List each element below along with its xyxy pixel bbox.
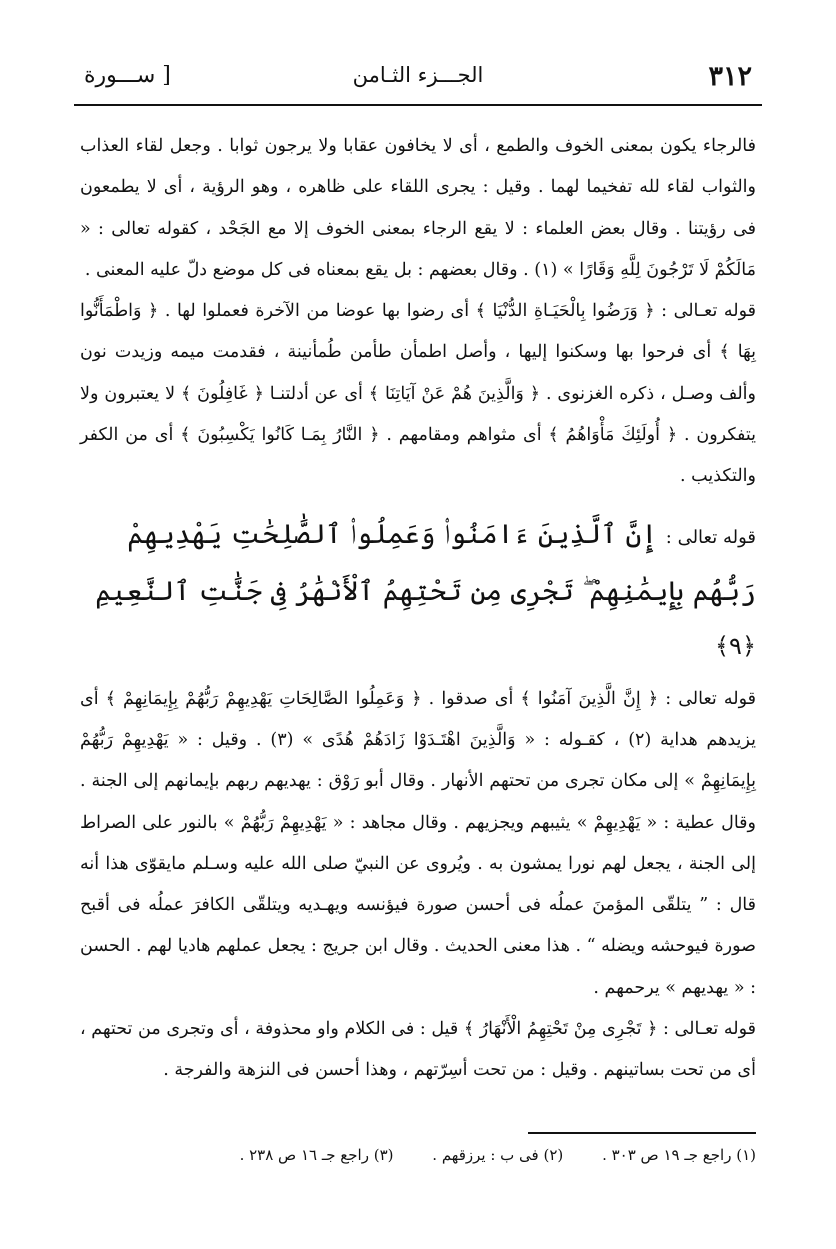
main-text	[80, 126, 756, 1092]
page-number: ٣١٢	[708, 61, 752, 92]
paragraph-2: قوله تعـالى : ﴿ وَرَضُوا بِالْحَيَـاةِ الدُّنْيَا ﴾ أى رضوا بها عوضا من الآخرة فعملوا لها . ﴿ وَاطْمَأَنُّوا بِهَا ﴾ أى فرحوا بها وسكنوا إليها ، وأصل اطمأن طأمن طُمأنينة ، فقدمت ميمه وزيدت نون وألف وصـل ، ذكره الغزنوى . ﴿ وَالَّذِينَ هُمْ عَنْ آيَاتِنَا ﴾ أى عن أدلتنـا ﴿ غَافِلُونَ ﴾ لا يعتبرون ولا يتفكرون . ﴿ أُولَئِكَ مَأْوَاهُمُ ﴾ أى مثواهم ومقامهم . ﴿ النَّارُ بِمَـا كَانُوا يَكْسِبُونَ ﴾ أى من الكفر والتكذيب .	[80, 301, 756, 487]
verse-number-mark: ﴿٩﴾	[714, 631, 756, 660]
footnotes	[80, 1146, 756, 1164]
verse-text: إِنَّ ٱلَّذِينَ ءَامَنُوا۟ وَعَمِلُوا۟ ٱلصَّٰلِحَٰتِ يَهْدِيهِمْ رَبُّهُم بِإِيمَٰنِهِمْ ۖ تَجْرِى مِن تَحْتِهِمُ ٱلْأَنْهَٰرُ فِى جَنَّٰتِ ٱلنَّعِيمِ	[95, 518, 756, 607]
surah-label: [ ســـورة	[84, 63, 171, 88]
page-header	[78, 55, 758, 103]
running-title: الجـــزء الثـامن	[352, 63, 484, 87]
header-rule	[74, 104, 762, 106]
footnote-rule	[528, 1132, 756, 1134]
footnote-1: (١) راجع جـ ١٩ ص ٣٠٣ .	[602, 1146, 756, 1164]
footnote-3: (٣) راجع جـ ١٦ ص ٢٣٨ .	[239, 1146, 394, 1164]
quran-verse	[80, 508, 756, 673]
paragraph-1: فالرجاء يكون بمعنى الخوف والطمع ، أى لا يخافون عقابا ولا يرجون ثوابا . وجعل لقاء العذاب والثواب لقاء لله تفخيما لهما . وقيل : يجرى اللقاء على ظاهره ، وهو الرؤية ، أى لا يطمعون فى رؤيتنا . وقال بعض العلماء : لا يقع الرجاء بمعنى الخوف إلا مع الجَحْد ، كقوله تعالى : « مَالَكُمْ لَا تَرْجُونَ لِلَّهِ وَقَارًا » (١) . وقال بعضهم : بل يقع بمعناه فى كل موضع دلّ عليه المعنى .	[80, 136, 756, 280]
footnote-2: (٢) فى ب : يرزقهم .	[432, 1146, 564, 1164]
verse-lead: قوله تعالى :	[665, 526, 756, 548]
paragraph-3: قوله تعالى : ﴿ إِنَّ الَّذِينَ آمَنُوا ﴾ أى صدقوا . ﴿ وَعَمِلُوا الصَّالِحَاتِ يَهْدِيهِمْ رَبُّهُمْ بِإِيمَانِهِمْ ﴾ أى يزيدهم هداية (٢) ، كقـوله : « وَالَّذِينَ اهْتَـدَوْا زَادَهُمْ هُدًى » (٣) . وقيل : « يَهْدِيهِمْ رَبُّهُمْ بِإِيمَانِهِمْ » إلى مكان تجرى من تحتهم الأنهار . وقال أبو رَوْق : يهديهم ربهم بإيمانهم إلى الجنة . وقال عطية : « يَهْدِيهِمْ » يثيبهم ويجزيهم . وقال مجاهد : « يَهْدِيهِمْ رَبُّهُمْ » بالنور على الصراط إلى الجنة ، يجعل لهم نورا يمشون به . ويُروى عن النبيّ صلى الله عليه وسـلم مايقوّى هذا أنه قال : ” يتلقّى المؤمنَ عملُه فى أحسن صورة فيؤنسه ويهـديه ويتلقّى الكافرَ عملُه فى أقبح صورة فيوحشه ويضله “ . هذا معنى الحديث . وقال ابن جريج : يجعل عملهم هاديا لهم . الحسن : « يهديهم » يرحمهم .	[80, 688, 756, 998]
paragraph-4: قوله تعـالى : ﴿ تَجْرِى مِنْ تَحْتِهِمُ الْأَنْهَارُ ﴾ قيل : فى الكلام واو محذوفة ، أى وتجرى من تحتهم ، أى من تحت بساتينهم . وقيل : من تحت أسِرّتهم ، وهذا أحسن فى النزهة والفرجة .	[80, 1019, 756, 1081]
